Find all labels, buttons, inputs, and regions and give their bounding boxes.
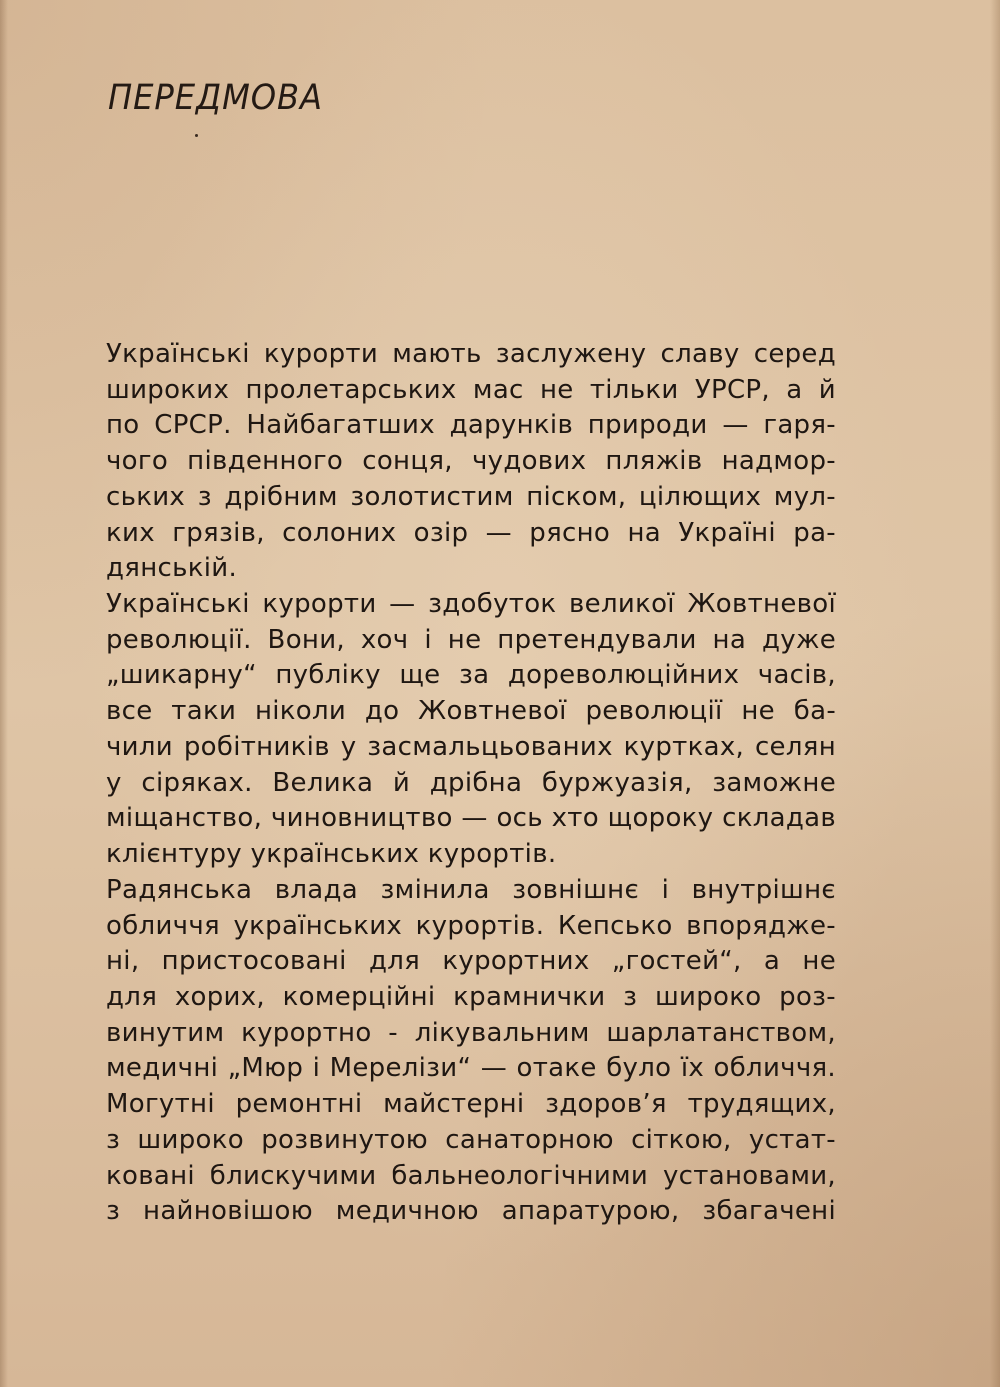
text-line: у сіряках. Велика й дрібна буржуазія, заможне bbox=[106, 767, 836, 798]
text-line: ні, пристосовані для курортних „гостей“, а не bbox=[106, 946, 836, 977]
text-line: ковані блискучими бальнеологічними установами, bbox=[106, 1160, 836, 1191]
paragraph-1 bbox=[106, 337, 836, 587]
text-line: Радянська влада змінила зовнішнє і внутрішнє bbox=[106, 874, 836, 905]
body-text bbox=[106, 337, 836, 1230]
text-line: Українські курорти — здобуток великої Жовтневої bbox=[106, 589, 836, 620]
text-line: обличчя українських курортів. Кепсько впорядже- bbox=[106, 910, 836, 941]
text-line: міщанство, чиновництво — ось хто щороку складав bbox=[106, 803, 836, 834]
page-heading: ПЕРЕДМОВА bbox=[108, 78, 324, 118]
ink-speck bbox=[195, 134, 198, 137]
text-line: винутим курортно - лікувальним шарлатанством, bbox=[106, 1017, 836, 1048]
text-line: для хорих, комерційні крамнички з широко роз- bbox=[106, 981, 836, 1012]
paragraph-2 bbox=[106, 587, 836, 873]
text-line: чого південного сонця, чудових пляжів надмор- bbox=[106, 446, 836, 477]
text-line: „шикарну“ публіку ще за дореволюційних часів, bbox=[106, 660, 836, 691]
text-line: чили робітників у засмальцьованих куртках, селян bbox=[106, 731, 836, 762]
text-line: Українські курорти мають заслужену славу серед bbox=[106, 339, 836, 369]
text-line: медичні „Мюр і Мерелізи“ — отаке було їх обличчя. bbox=[106, 1053, 836, 1084]
text-line: Могутні ремонтні майстерні здоров’я трудящих, bbox=[106, 1089, 836, 1120]
paragraph-3 bbox=[106, 873, 836, 1230]
text-line: революції. Вони, хоч і не претендували на дуже bbox=[106, 624, 836, 655]
text-line: широких пролетарських мас не тільки УРСР, а й bbox=[106, 374, 836, 405]
text-line: дянській. bbox=[106, 553, 238, 584]
text-line: з широко розвинутою санаторною сіткою, устат- bbox=[106, 1124, 836, 1155]
text-line: з найновішою медичною апаратурою, збагачені bbox=[106, 1196, 836, 1227]
text-line: клієнтуру українських курортів. bbox=[106, 839, 557, 870]
page-right-edge bbox=[990, 0, 1000, 1387]
text-line: все таки ніколи до Жовтневої революції не ба- bbox=[106, 696, 836, 727]
page-left-edge bbox=[0, 0, 8, 1387]
text-line: ких грязів, солоних озір — рясно на Україні ра- bbox=[106, 517, 836, 548]
text-line: ських з дрібним золотистим піском, цілющих мул- bbox=[106, 481, 836, 512]
text-line: по СРСР. Найбагатших дарунків природи — гаря- bbox=[106, 410, 836, 441]
